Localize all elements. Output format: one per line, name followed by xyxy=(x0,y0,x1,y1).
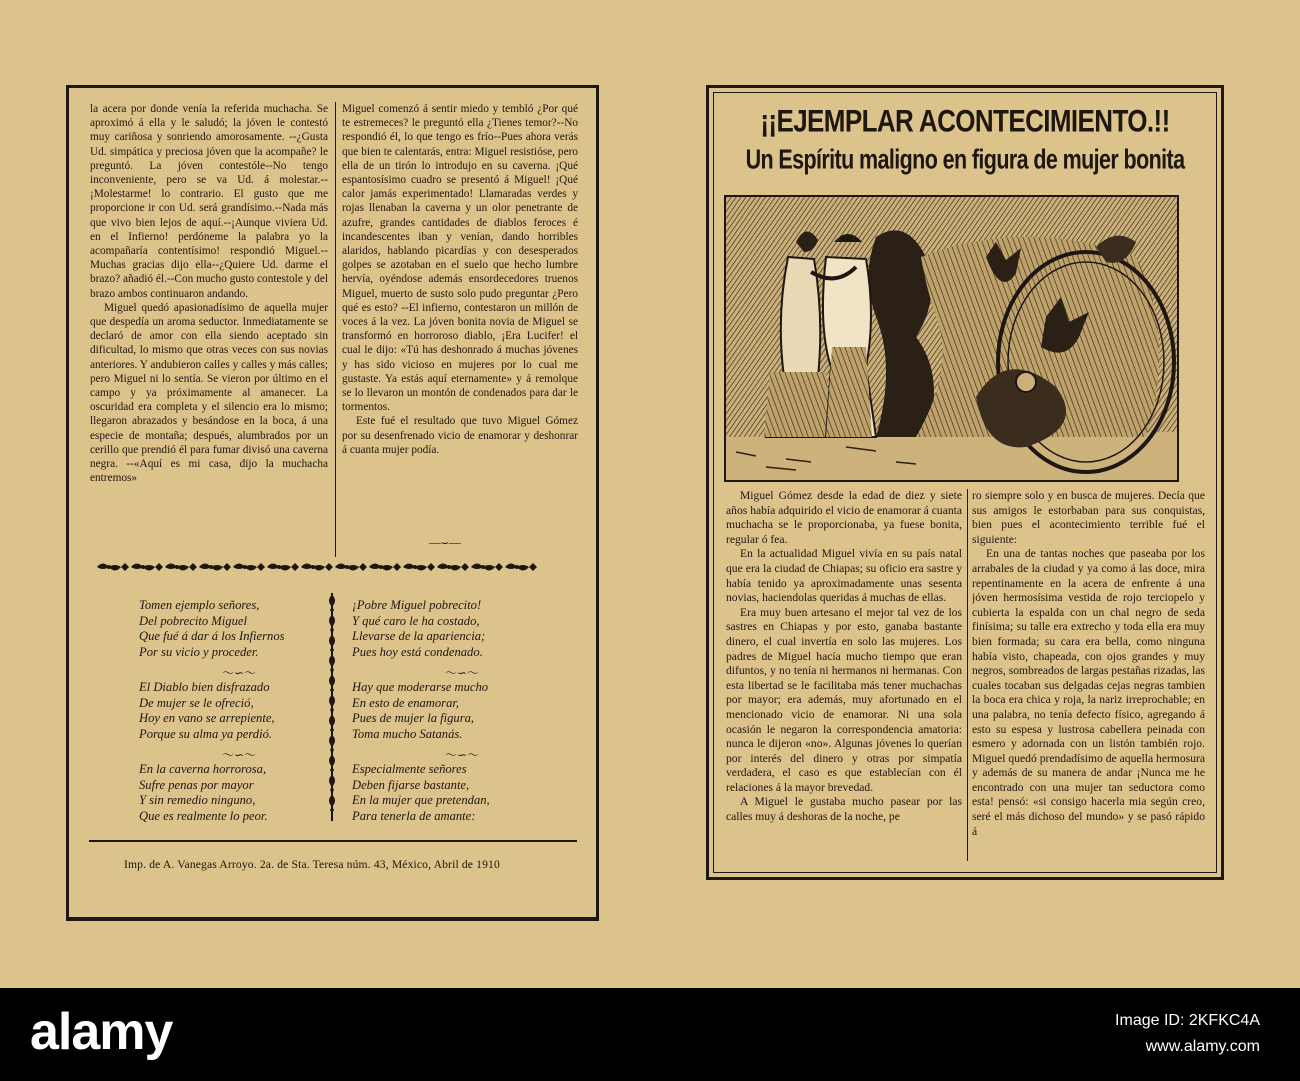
paragraph: ro siempre solo y en busca de mujeres. Decía que sus amigos le estorbaban para sus conquistas, bien pues el acontecimiento terrible fué el siguiente: xyxy=(972,489,1205,546)
verse-line: Tomen ejemplo señores, xyxy=(139,598,260,612)
verse-line: Para tenerla de amante: xyxy=(352,808,476,823)
site-url: www.alamy.com xyxy=(1145,1038,1260,1055)
stanza-separator: 〜∽〜 xyxy=(221,748,257,762)
verse-line: En la caverna horrorosa, xyxy=(139,762,267,776)
stanza-separator: 〜∽〜 xyxy=(444,748,480,762)
verse-line: Hoy en vano se arrepiente, xyxy=(139,711,275,725)
paragraph: A Miguel le gustaba mucho pasear por las calles muy á deshoras de la noche, pe xyxy=(726,795,962,824)
paragraph: Era muy buen artesano el mejor tal vez de los sastres en Chiapas y por esto, ganaba bastante dinero, el cual invertía en solo las mujeres. Los padres de Miguel hacía mucho tiempo que eran difuntos, y no tenía ni hermanos ni hermanas. Con esta libertad se le facilitaba más tener muchachas por mayor; era además, muy afortunado en el mencionado vicio de enamorar. Ni una sola ocasión le negaron la correspondencia amatoria: nunca le dijeron «no». Algunas jóvenes lo querían por interés del dinero y otras por simpatía verdadera, el caso es que establecían con él relaciones á la mayor brevedad. xyxy=(726,605,962,794)
alamy-logo: alamy xyxy=(30,1003,173,1061)
verse-line: Toma mucho Satanás. xyxy=(352,726,463,741)
ornamental-chain xyxy=(324,593,340,821)
image-id: Image ID: 2KFKC4A xyxy=(1115,1012,1260,1029)
paragraph: En la actualidad Miguel vivía en su país natal que era la ciudad de Chiapas; su oficio era sastre y había tenido ya aproximadamente unas sesenta novias, haciendolas queridas á muchas de ellas. xyxy=(726,547,962,605)
stanza xyxy=(139,598,339,660)
right-text-column-b xyxy=(972,489,1205,867)
stanza xyxy=(139,762,339,824)
verse-line: Por su vicio y proceder. xyxy=(139,644,259,659)
right-text-column-a xyxy=(726,489,962,867)
paragraph: la acera por donde venía la referida muchacha. Se aproximó á ella y le saludó; la jóven le contestó muy cariñosa y sonriendo amorosamente. --¿Gusta Ud. simpática y preciosa jóven que la acompañe? le preguntó. La jóven contestóle--No tengo inconveniente, pero se va Ud. á molestar.--¡Molestarme! lo contrario. El gusto que me proporcione ir con Ud. será grandísimo.--Nada más que vivo bien lejos de aquí.--¡Aunque viviera Ud. en el Infierno! perdóneme la palabra yo la acompañaría contentísimo! respondió Miguel.--Muchas gracias dijo ella--¿Quiere Ud. darme el brazo? añadió él.--Con mucho gusto contestole y del brazo ambos continuaron andando. xyxy=(90,103,328,300)
subheadline: Un Espíritu maligno en figura de mujer bonita xyxy=(745,144,1185,176)
paragraph: Miguel comenzó á sentir miedo y tembló ¿Por qué te estremeces? le preguntó ella ¿Tienes temor?--No respondió él, lo que tengo es frío--Pues ahora verás que bien te calentarás, entra: Miguel resistióse, pero ella de un tirón lo introdujo en su caverna. ¡Qué espantosísimo cuadro se presentó á Miguel! ¡Qué calor jamás experimentado! Llamaradas verdes y rojas llenaban la caverna y un olor penetrante de azufre, grandes cantidades de diablos feroces é incandescentes iban y venían, dando horribles alaridos, hablando picardías y con desesperados golpes se azotaban en el suelo que hecho lumbre hervía, oyéndose además ensordecedores truenos Miguel, muerto de susto solo pudo preguntar ¿Pero qué es esto? --El infierno, contestaron un millón de voces á la vez. La jóven bonita novia de Miguel se transformó en horroroso diablo, ¡Era Lucifer! el cual le dijo: «Tú has deshonrado á muchas jóvenes y has sido vicioso en mujeres por lo cual me gustaste. Ya estás aquí eternamente» y á remolque se lo llevaron un montón de condenados para dar le tormentos. xyxy=(342,103,578,414)
end-ornament: —⌣— xyxy=(429,535,461,549)
stanza xyxy=(352,598,572,660)
verse-line: Hay que moderarse mucho xyxy=(352,680,489,694)
verse-line: Porque su alma ya perdió. xyxy=(139,726,273,741)
paragraph: En una de tantas noches que paseaba por los arrabales de la ciudad y ya como á las doce, mira repentinamente en la acera de enfrente á una jóven hermosísima vestida de rojo terciopelo y cubierta la espalda con un chal negro de seda finísima; su talle era extrecho y toda ella era muy bien formada; su cara era bella, como ninguna había visto, chapeada, con ojos grandes y muy negros, sombreados de largas pestañas rizadas, las cuales tocaban sus delgadas cejas negras tambien la boca era chica y roja, la nariz irreprochable; en una palabra, no tenía defecto físico, agregando á esto su espesa y lustrosa cabellera peinada con esmero y adornada con un listón también rojo. Miguel quedó prendadísimo de aquella hermosura y además de su manera de andar ¡Nunca me he encontrado con una mujer tan seductora como esta! pensó: «si consigo hacerla mia según creo, seré el más dichoso del mundo» y se pasó rápido á xyxy=(972,547,1205,838)
paragraph: Miguel Gómez desde la edad de diez y siete años había adquirido el vicio de enamorar á cuanta muchacha se le proporcionaba, ya fuese bonita, regular ó fea. xyxy=(726,489,962,546)
verse-line: En la mujer que pretendan, xyxy=(352,793,490,807)
verse-line: Especialmente señores xyxy=(352,762,467,776)
verse-line: Que es realmente lo peor. xyxy=(139,808,268,823)
imprint: Imp. de A. Vanegas Arroyo. 2a. de Sta. Teresa núm. 43, México, Abril de 1910 xyxy=(124,858,500,871)
verse-line: Llevarse de la apariencia; xyxy=(352,629,486,643)
verse-line: ¡Pobre Miguel pobrecito! xyxy=(352,598,482,612)
left-page xyxy=(66,85,599,921)
verses-right xyxy=(352,598,572,833)
left-text-column-a xyxy=(90,102,328,555)
verse-line: Pues de mujer la figura, xyxy=(352,711,475,725)
verse-line: Del pobrecito Miguel xyxy=(139,613,247,628)
stanza xyxy=(139,680,339,742)
imprint-rule xyxy=(89,840,577,842)
verse-line: Sufre penas por mayor xyxy=(139,777,254,792)
verse-line: Que fué á dar á los Infiernos xyxy=(139,629,285,643)
verse-line: Pues hoy está condenado. xyxy=(352,644,483,659)
watermark-footer xyxy=(0,988,1300,1081)
verse-line: De mujer se le ofreció, xyxy=(139,695,254,710)
verse-line: Y sin remedio ninguno, xyxy=(139,793,256,807)
right-page xyxy=(706,85,1224,880)
verse-line: El Diablo bien disfrazado xyxy=(139,680,270,694)
stanza-separator: 〜∽〜 xyxy=(444,666,480,680)
verse-line: En esto de enamorar, xyxy=(352,695,460,710)
paragraph: Miguel quedó apasionadísimo de aquella mujer que despedía un aroma seductor. Inmediatamente se declaró de amor con ella siendo aceptado sin dificultad, lo mismo que otras veces con sus novias anteriores. Y andubieron calles y calles y más calles; pero Miguel ni lo sentía. Se vieron por último en el campo y ya próximamente al amanecer. La oscuridad era completa y el silencio era lo mismo; llegaron abrazados y besándose en la boca, á una especie de montaña; después, alumbrados por un cerillo que prendió él para fumar divisó una caverna negra. --«Aquí es mi casa, dijo la muchacha entremos» xyxy=(90,301,328,485)
headline: ¡¡EJEMPLAR ACONTECIMIENTO.!! xyxy=(760,102,1170,139)
stanza xyxy=(352,680,572,742)
paragraph: Este fué el resultado que tuvo Miguel Gómez por su desenfrenado vicio de enamorar y deshonrar á cuanta mujer podía. xyxy=(342,415,578,456)
left-text-column-b xyxy=(342,102,578,542)
ornamental-border xyxy=(95,558,555,576)
engraving-illustration xyxy=(724,195,1179,482)
stanza-separator: 〜∽〜 xyxy=(221,666,257,680)
column-divider xyxy=(967,489,968,861)
stanza xyxy=(352,762,572,824)
verse-line: Deben fijarse bastante, xyxy=(352,777,470,792)
column-divider xyxy=(335,102,336,557)
verses-left xyxy=(139,598,339,833)
verse-line: Y qué caro le ha costado, xyxy=(352,613,480,628)
devil-scene-illustration xyxy=(726,197,1177,480)
